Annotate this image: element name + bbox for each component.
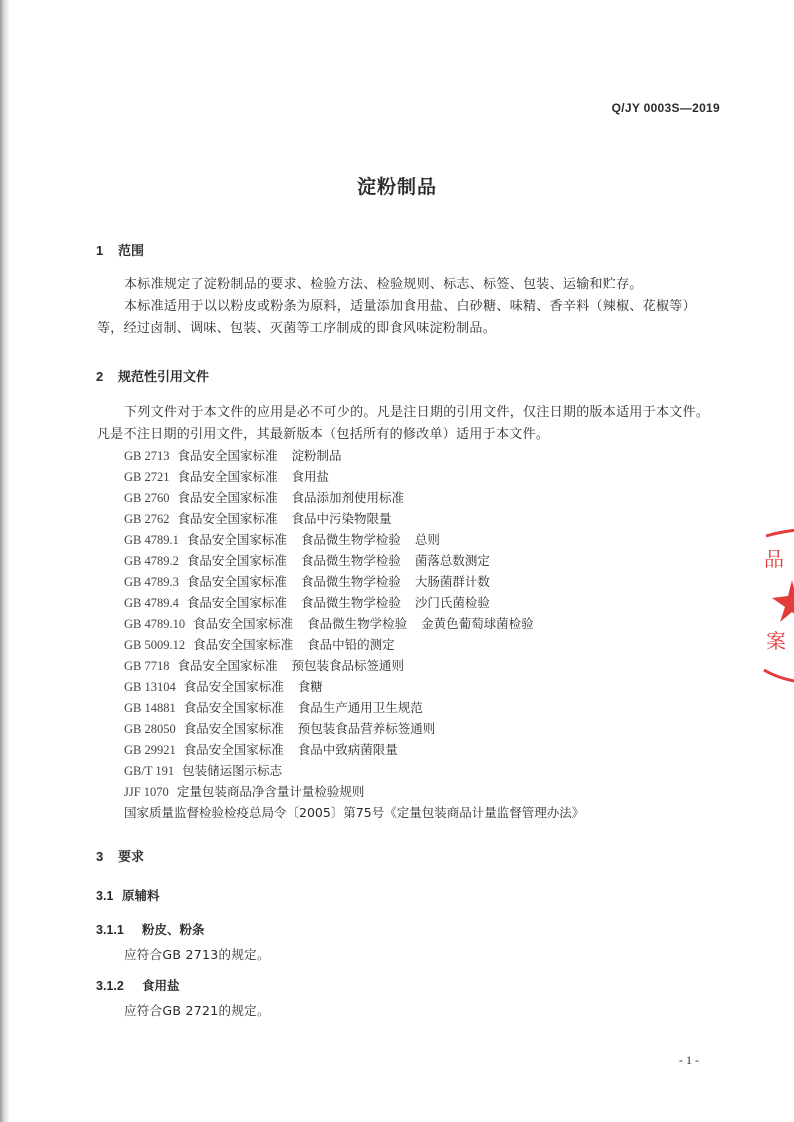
section-3-1-heading <box>96 886 160 904</box>
reference-code: GB 2713 <box>124 449 170 463</box>
section-number: 3 <box>96 849 104 864</box>
reference-title: 食品安全国家标准 <box>183 679 284 694</box>
reference-code: GB 5009.12 <box>124 638 186 652</box>
reference-title: 定量包装商品净含量计量检验规则 <box>176 784 365 799</box>
reference-item <box>124 488 418 506</box>
scan-edge-shadow <box>0 0 10 1122</box>
section-2-paragraph-line-1: 下列文件对于本文件的应用是必不可少的。凡是注日期的引用文件，仅注日期的版本适用于本文件。 <box>124 405 710 420</box>
reference-subtitle: 食品微生物学检验 <box>307 616 408 631</box>
reference-item <box>124 677 337 695</box>
reference-item <box>124 698 437 716</box>
reference-code: JJF 1070 <box>124 785 169 799</box>
reference-subtitle: 食品微生物学检验 <box>300 532 401 547</box>
reference-item <box>124 614 534 632</box>
reference-item <box>124 740 412 758</box>
reference-title: 食品安全国家标准 <box>177 448 278 463</box>
reference-item <box>124 593 490 611</box>
reference-code: GB 2721 <box>124 470 170 484</box>
section-3-heading <box>96 846 144 865</box>
reference-subtitle: 食品微生物学检验 <box>300 574 401 589</box>
reference-item <box>124 509 406 527</box>
reference-item <box>124 656 418 674</box>
section-3-1-1-text: 应符合GB 2713的规定。 <box>124 947 270 962</box>
reference-item <box>124 719 449 737</box>
reference-item <box>124 467 343 485</box>
reference-title: 食品安全国家标准 <box>177 469 278 484</box>
seal-star-icon <box>772 580 794 622</box>
reference-detail: 菌落总数测定 <box>414 553 490 568</box>
section-title: 范围 <box>118 244 145 259</box>
seal-text-bottom: 案 <box>766 629 786 653</box>
reference-title: 食品安全国家标准 <box>186 574 287 589</box>
reference-code: GB 28050 <box>124 722 176 736</box>
section-number: 2 <box>96 369 104 384</box>
section-3-1-2-text: 应符合GB 2721的规定。 <box>124 1003 270 1018</box>
reference-title: 食品安全国家标准 <box>186 532 287 547</box>
reference-code: GB 13104 <box>124 680 176 694</box>
reference-code: GB 14881 <box>124 701 176 715</box>
reference-code: GB 4789.10 <box>124 617 186 631</box>
reference-title: 食品安全国家标准 <box>177 658 278 673</box>
reference-code: GB 4789.4 <box>124 596 179 610</box>
reference-item <box>124 530 440 548</box>
section-number: 3.1 <box>96 889 114 903</box>
reference-title: 食品安全国家标准 <box>183 721 284 736</box>
reference-subtitle: 淀粉制品 <box>291 448 342 463</box>
reference-item <box>124 572 490 590</box>
section-title: 要求 <box>118 850 145 865</box>
reference-item <box>124 635 409 653</box>
reference-title: 食品安全国家标准 <box>183 742 284 757</box>
section-1-paragraph-2-line-2: 等，经过卤制、调味、包装、灭菌等工序制成的即食风味淀粉制品。 <box>97 321 497 336</box>
reference-item <box>124 551 490 569</box>
reference-subtitle: 预包装食品营养标签通则 <box>297 721 436 736</box>
reference-title: 国家质量监督检验检疫总局令〔2005〕第75号《定量包装商品计量监督管理办法》 <box>124 805 585 820</box>
reference-title: 食品安全国家标准 <box>193 616 294 631</box>
reference-title: 食品安全国家标准 <box>186 595 287 610</box>
section-title: 原辅料 <box>122 888 160 903</box>
section-1-heading <box>96 240 144 259</box>
reference-item <box>124 446 356 464</box>
reference-item <box>124 803 598 821</box>
section-title: 规范性引用文件 <box>118 370 210 385</box>
reference-subtitle: 食品微生物学检验 <box>300 553 401 568</box>
reference-subtitle: 食用盐 <box>291 469 330 484</box>
seal-ring-top <box>766 528 794 536</box>
reference-code: GB 4789.3 <box>124 575 179 589</box>
reference-title: 食品安全国家标准 <box>177 511 278 526</box>
page-number: - 1 - <box>679 1053 699 1067</box>
section-title: 粉皮、粉条 <box>142 922 205 937</box>
reference-item <box>124 782 378 800</box>
reference-subtitle: 食品生产通用卫生规范 <box>297 700 423 715</box>
section-3-1-1-heading <box>96 920 205 938</box>
reference-title: 食品安全国家标准 <box>186 553 287 568</box>
standard-code: Q/JY 0003S—2019 <box>611 101 720 115</box>
section-3-1-2-heading <box>96 976 180 994</box>
reference-code: GB 29921 <box>124 743 176 757</box>
reference-title: 包装储运图示标志 <box>182 763 283 778</box>
reference-detail: 总则 <box>414 532 440 547</box>
reference-title: 食品安全国家标准 <box>177 490 278 505</box>
reference-code: GB/T 191 <box>124 764 175 778</box>
reference-title: 食品安全国家标准 <box>193 637 294 652</box>
section-1-paragraph-2-line-1: 本标准适用于以以粉皮或粉条为原料，适量添加食用盐、白砂糖、味精、香辛料（辣椒、花椒等） <box>124 299 696 314</box>
reference-code: GB 2760 <box>124 491 170 505</box>
reference-subtitle: 食品中铅的测定 <box>307 637 395 652</box>
reference-subtitle: 食糖 <box>297 679 323 694</box>
reference-detail: 大肠菌群计数 <box>414 574 490 589</box>
section-1-paragraph-1: 本标准规定了淀粉制品的要求、检验方法、检验规则、标志、标签、包装、运输和贮存。 <box>124 277 643 292</box>
seal-ring-bottom <box>764 670 794 684</box>
reference-code: GB 7718 <box>124 659 170 673</box>
document-title: 淀粉制品 <box>356 176 437 198</box>
reference-subtitle: 食品添加剂使用标准 <box>291 490 405 505</box>
reference-subtitle: 食品微生物学检验 <box>300 595 401 610</box>
section-title: 食用盐 <box>142 978 180 993</box>
section-number: 1 <box>96 243 104 258</box>
reference-detail: 金黄色葡萄球菌检验 <box>421 616 534 631</box>
section-2-heading <box>96 366 209 385</box>
reference-title: 食品安全国家标准 <box>183 700 284 715</box>
reference-subtitle: 食品中致病菌限量 <box>297 742 398 757</box>
section-number: 3.1.2 <box>96 979 124 993</box>
seal-text-top: 品 <box>764 547 784 571</box>
section-2-paragraph-line-2: 凡是不注日期的引用文件，其最新版本（包括所有的修改单）适用于本文件。 <box>97 427 550 442</box>
reference-item <box>124 761 296 779</box>
reference-detail: 沙门氏菌检验 <box>414 595 490 610</box>
official-seal <box>758 520 794 700</box>
reference-code: GB 4789.2 <box>124 554 179 568</box>
reference-subtitle: 预包装食品标签通则 <box>291 658 405 673</box>
section-number: 3.1.1 <box>96 923 124 937</box>
reference-code: GB 4789.1 <box>124 533 179 547</box>
reference-code: GB 2762 <box>124 512 170 526</box>
reference-subtitle: 食品中污染物限量 <box>291 511 392 526</box>
